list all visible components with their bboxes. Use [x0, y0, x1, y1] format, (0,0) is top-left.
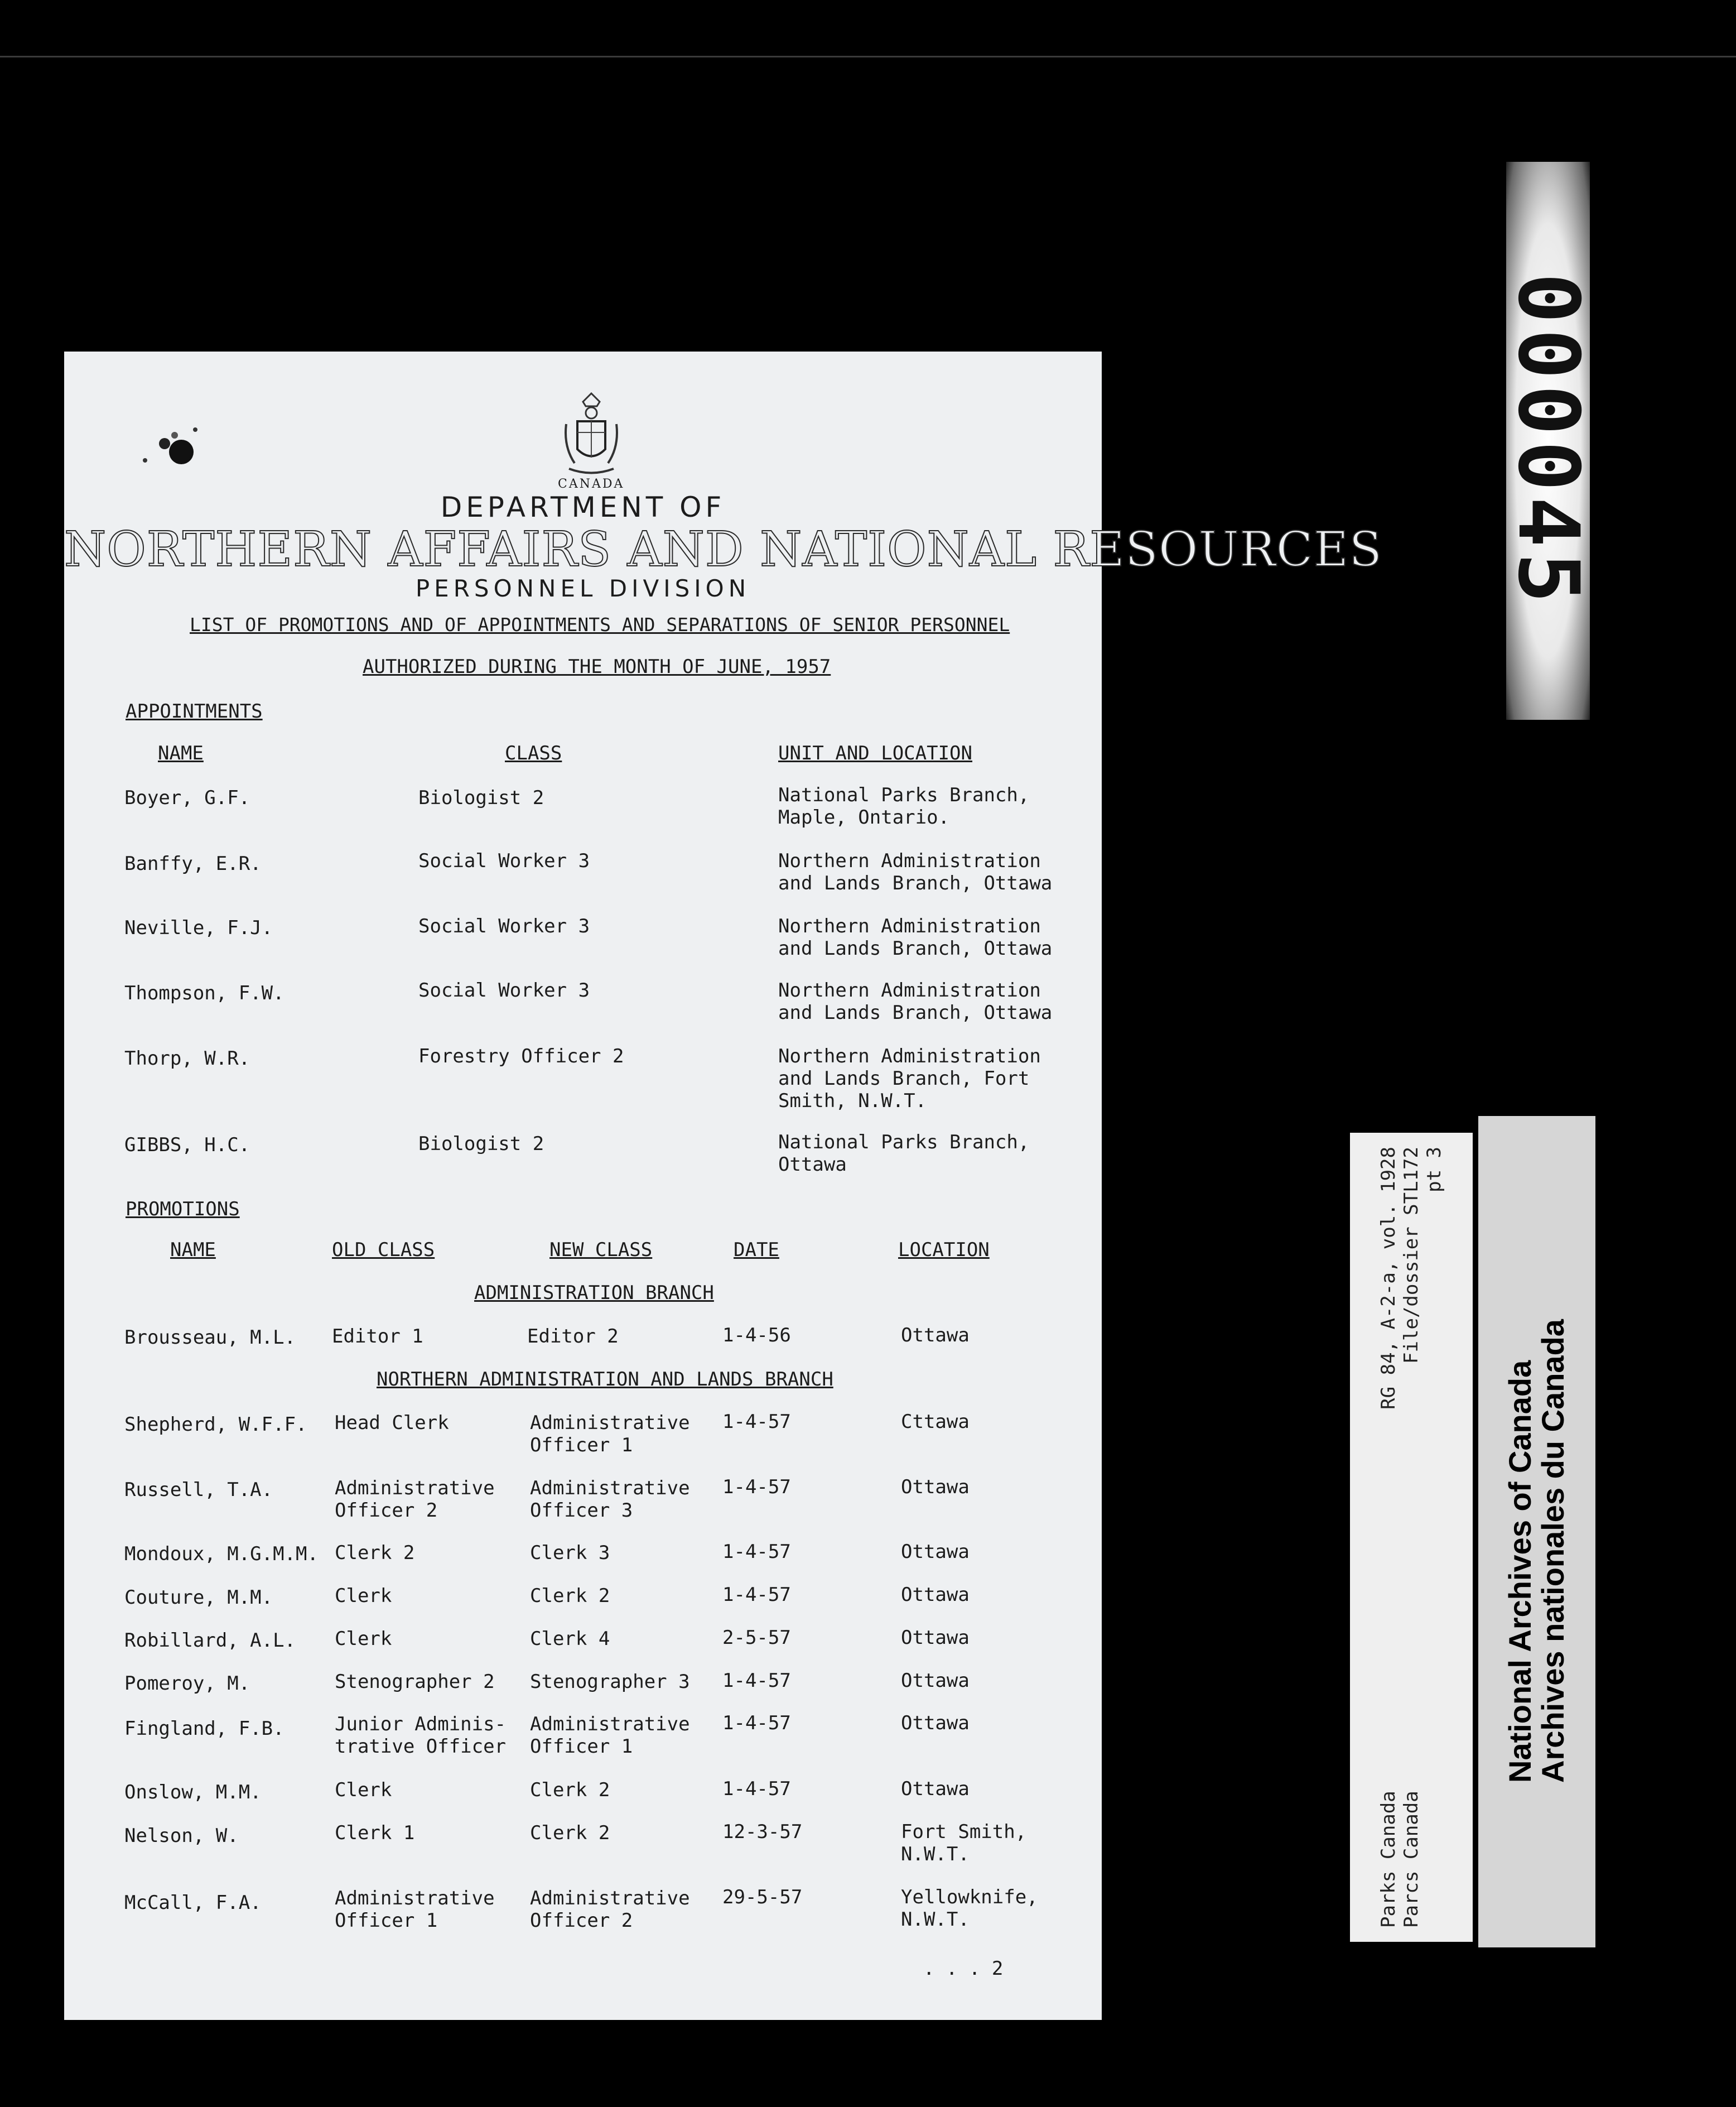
frame-number: 000045 — [1499, 273, 1597, 609]
appointment-class: Social Worker 3 — [418, 979, 590, 1002]
promotion-old-class: Clerk 1 — [335, 1822, 415, 1844]
promotion-name: Onslow, M.M. — [124, 1781, 262, 1803]
document-title: LIST OF PROMOTIONS AND OF APPOINTMENTS AND SEPARATIONS OF SENIOR PERSONNEL — [190, 614, 1010, 636]
appointment-name: GIBBS, H.C. — [124, 1134, 250, 1156]
promotion-date: 1-4-57 — [722, 1584, 791, 1606]
promotion-date: 2-5-57 — [722, 1627, 791, 1649]
promotion-old-class: Administrative — [335, 1477, 495, 1499]
appointment-name: Boyer, G.F. — [124, 787, 250, 809]
appointment-class: Biologist 2 — [418, 1133, 544, 1155]
appointment-unit: Northern Administration — [778, 850, 1041, 872]
appointment-unit: and Lands Branch, Ottawa — [778, 872, 1053, 894]
promotion-old-class: Head Clerk — [335, 1412, 449, 1434]
promotion-name: Robillard, A.L. — [124, 1629, 296, 1652]
promotion-location: N.W.T. — [901, 1843, 970, 1865]
appointment-name: Thorp, W.R. — [124, 1047, 250, 1070]
appointment-name: Thompson, F.W. — [124, 982, 284, 1004]
promotion-old-class: Clerk — [335, 1779, 392, 1801]
promotion-old-class: Administrative — [335, 1887, 495, 1909]
promotion-location: Fort Smith, — [901, 1821, 1027, 1843]
promotion-location: Cttawa — [901, 1411, 970, 1433]
slip-line-part: pt 3 — [1422, 1147, 1445, 1192]
appointment-class: Biologist 2 — [418, 787, 544, 809]
promotion-old-class: Clerk — [335, 1628, 392, 1650]
appointment-class: Forestry Officer 2 — [418, 1045, 624, 1067]
promotion-date: 12-3-57 — [722, 1821, 803, 1843]
appointment-unit: Northern Administration — [778, 979, 1041, 1002]
promotion-new-class: Officer 3 — [530, 1499, 633, 1522]
appointment-unit: Northern Administration — [778, 1045, 1041, 1067]
appointment-unit: and Lands Branch, Ottawa — [778, 1002, 1053, 1024]
promotions-column-location: LOCATION — [898, 1239, 990, 1261]
promotion-date: 1-4-57 — [722, 1476, 791, 1498]
promotion-old-class: Editor 1 — [332, 1325, 423, 1348]
promotion-new-class: Clerk 2 — [530, 1822, 610, 1844]
appointment-unit: and Lands Branch, Ottawa — [778, 937, 1053, 960]
crest-caption: CANADA — [558, 477, 625, 491]
appointment-class: Social Worker 3 — [418, 850, 590, 872]
promotion-date: 1-4-56 — [722, 1324, 791, 1346]
promotion-name: Mondoux, M.G.M.M. — [124, 1543, 319, 1565]
promotion-new-class: Officer 1 — [530, 1434, 633, 1456]
promotion-date: 1-4-57 — [722, 1670, 791, 1692]
promotions-column-new-class: NEW CLASS — [549, 1239, 653, 1261]
ministry-heading: NORTHERN AFFAIRS AND NATIONAL RESOURCES — [64, 522, 1383, 578]
promotion-date: 1-4-57 — [722, 1778, 791, 1800]
promotion-name: McCall, F.A. — [124, 1892, 262, 1914]
archives-label — [1478, 1116, 1595, 1947]
promotion-date: 1-4-57 — [722, 1712, 791, 1734]
promotion-location: Ottawa — [901, 1584, 970, 1606]
citation-slip — [1350, 1133, 1473, 1942]
promotion-location: Ottawa — [901, 1476, 970, 1498]
promotion-date: 29-5-57 — [722, 1886, 803, 1908]
promotions-column-name: NAME — [170, 1239, 216, 1261]
promotion-location: N.W.T. — [901, 1908, 970, 1931]
microfilm-top-edge — [0, 56, 1736, 57]
promotion-name: Russell, T.A. — [124, 1479, 273, 1501]
section-administration-branch: ADMINISTRATION BRANCH — [474, 1282, 714, 1304]
promotion-new-class: Administrative — [530, 1412, 690, 1434]
slip-line-rg: RG 84, A-2-a, vol. 1928 — [1377, 1147, 1400, 1410]
document-subtitle: AUTHORIZED DURING THE MONTH OF JUNE, 1957 — [363, 656, 831, 678]
promotion-old-class: Stenographer 2 — [335, 1671, 495, 1693]
promotion-old-class: Officer 2 — [335, 1499, 438, 1522]
ink-stain-icon — [126, 413, 209, 474]
promotion-old-class: Clerk — [335, 1585, 392, 1607]
promotion-location: Ottawa — [901, 1712, 970, 1734]
promotion-date: 1-4-57 — [722, 1411, 791, 1433]
appointments-column-unit: UNIT AND LOCATION — [778, 742, 972, 764]
promotion-new-class: Clerk 3 — [530, 1542, 610, 1564]
promotion-old-class: Junior Adminis- — [335, 1713, 507, 1735]
promotion-name: Fingland, F.B. — [124, 1718, 284, 1740]
frame-number-strip — [1499, 162, 1597, 720]
promotion-new-class: Stenographer 3 — [530, 1671, 690, 1693]
appointments-column-name: NAME — [158, 742, 204, 764]
promotion-name: Shepherd, W.F.F. — [124, 1413, 307, 1436]
promotions-column-date: DATE — [734, 1239, 779, 1261]
promotion-new-class: Clerk 4 — [530, 1628, 610, 1650]
page-continuation: . . . 2 — [923, 1957, 1004, 1980]
appointment-unit: National Parks Branch, — [778, 784, 1030, 806]
appointments-heading: APPOINTMENTS — [126, 700, 263, 723]
promotion-location: Ottawa — [901, 1324, 970, 1346]
appointment-unit: and Lands Branch, Fort — [778, 1067, 1030, 1090]
promotion-old-class: Officer 1 — [335, 1909, 438, 1932]
promotion-date: 1-4-57 — [722, 1541, 791, 1563]
appointment-unit: Maple, Ontario. — [778, 806, 950, 829]
promotions-heading: PROMOTIONS — [126, 1198, 240, 1220]
promotion-new-class: Administrative — [530, 1477, 690, 1499]
promotion-name: Nelson, W. — [124, 1825, 239, 1847]
appointment-unit: Ottawa — [778, 1153, 847, 1176]
slip-line-parks: Parks Canada — [1377, 1791, 1400, 1928]
promotion-name: Couture, M.M. — [124, 1586, 273, 1609]
appointment-unit: National Parks Branch, — [778, 1131, 1030, 1153]
appointment-name: Neville, F.J. — [124, 917, 273, 939]
promotion-location: Yellowknife, — [901, 1886, 1038, 1908]
appointment-class: Social Worker 3 — [418, 915, 590, 937]
appointment-unit: Northern Administration — [778, 915, 1041, 937]
archives-label-en: National Archives of Canada — [1502, 1360, 1538, 1783]
document-page — [64, 352, 1383, 2020]
promotion-new-class: Editor 2 — [527, 1325, 619, 1348]
appointment-unit: Smith, N.W.T. — [778, 1090, 927, 1112]
promotions-column-old-class: OLD CLASS — [332, 1239, 435, 1261]
promotion-location: Ottawa — [901, 1670, 970, 1692]
section-northern-administration: NORTHERN ADMINISTRATION AND LANDS BRANCH — [377, 1368, 833, 1391]
department-heading: DEPARTMENT OF — [440, 491, 726, 523]
promotion-new-class: Clerk 2 — [530, 1779, 610, 1801]
promotion-name: Pomeroy, M. — [124, 1672, 250, 1695]
slip-line-parcs: Parcs Canada — [1400, 1791, 1422, 1928]
division-heading: PERSONNEL DIVISION — [415, 575, 751, 602]
appointment-name: Banffy, E.R. — [124, 853, 262, 875]
archives-label-fr: Archives nationales du Canada — [1535, 1319, 1570, 1783]
promotion-new-class: Officer 2 — [530, 1909, 633, 1932]
promotion-new-class: Administrative — [530, 1713, 690, 1735]
appointments-column-class: CLASS — [505, 742, 562, 764]
promotion-location: Ottawa — [901, 1541, 970, 1563]
promotion-location: Ottawa — [901, 1778, 970, 1800]
promotion-new-class: Officer 1 — [530, 1735, 633, 1758]
promotion-new-class: Clerk 2 — [530, 1585, 610, 1607]
promotion-new-class: Administrative — [530, 1887, 690, 1909]
slip-line-file: File/dossier STL172 — [1400, 1147, 1422, 1364]
promotion-name: Brousseau, M.L. — [124, 1326, 296, 1349]
coat-of-arms-icon — [561, 391, 622, 480]
promotion-old-class: trative Officer — [335, 1735, 507, 1758]
promotion-location: Ottawa — [901, 1627, 970, 1649]
promotion-old-class: Clerk 2 — [335, 1542, 415, 1564]
